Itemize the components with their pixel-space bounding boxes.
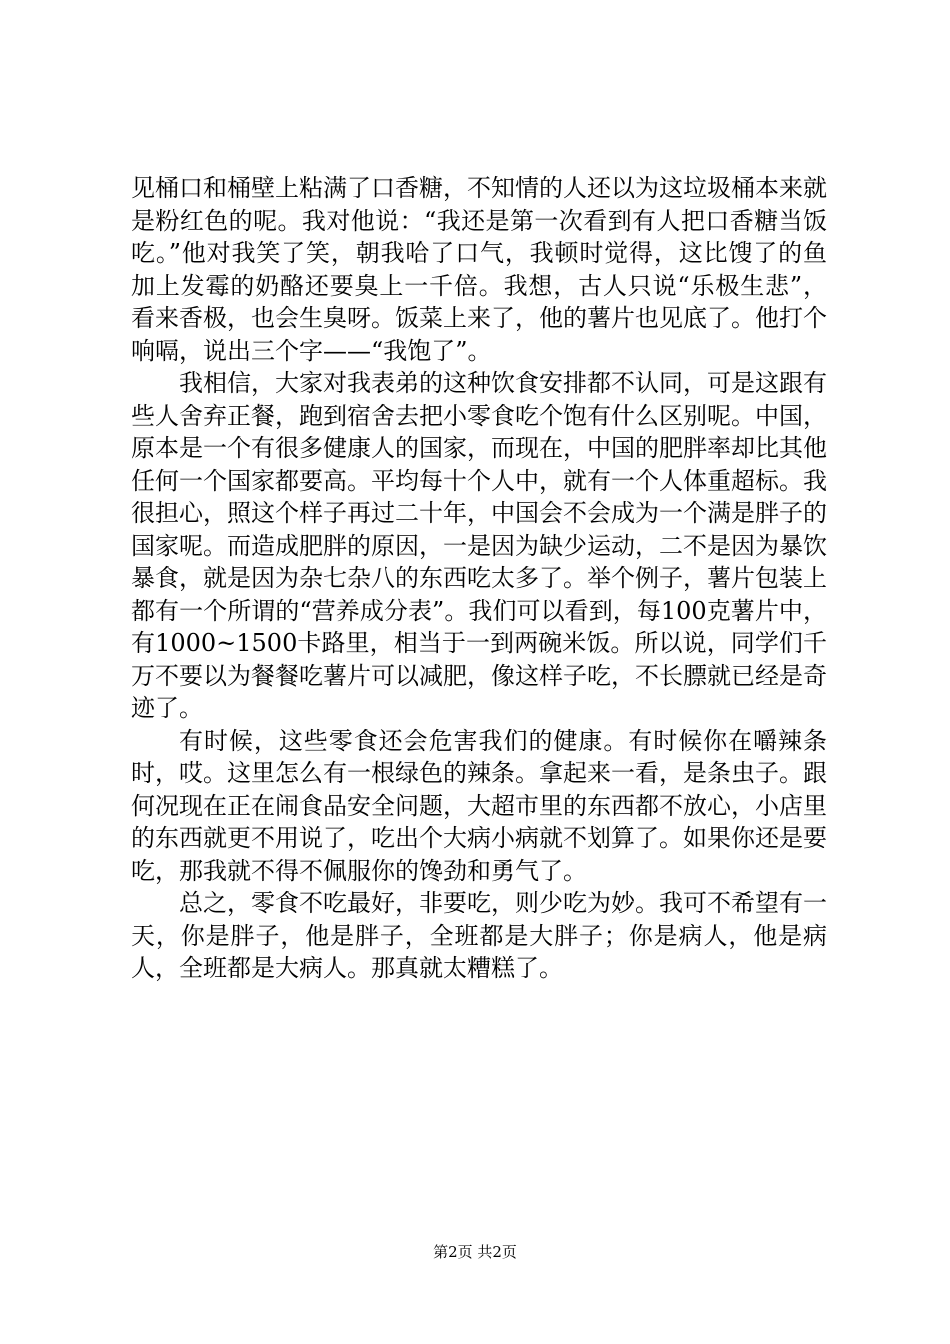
paragraph-2: 我相信，大家对我表弟的这种饮食安排都不认同，可是这跟有些人舍弃正餐，跑到宿舍去把小零食吃个饱有什么区别呢。中国，原本是一个有很多健康人的国家，而现在，中国的肥胖率却比其他任何一个国家都要高。平均每十个人中，就有一个人体重超标。我很担心，照这个样子再过二十年，中国会不会成为一个满是胖子的国家呢。而造成肥胖的原因，一是因为缺少运动，二不是因为暴饮暴食，就是因为杂七杂八的东西吃太多了。举个例子，薯片包装上都有一个所谓的“营养成分表”。我们可以看到，每100克薯片中，有1000~1500卡路里，相当于一到两碗米饭。所以说，同学们千万不要以为餐餐吃薯片可以减肥，像这样子吃，不长膘就已经是奇迹了。 (131, 369, 827, 722)
paragraph-1: 见桶口和桶壁上粘满了口香糖，不知情的人还以为这垃圾桶本来就是粉红色的呢。我对他说：“我还是第一次看到有人把口香糖当饭吃。”他对我笑了笑，朝我哈了口气，我顿时觉得，这比馊了的鱼加上发霉的奶酪还要臭上一千倍。我想，古人只说“乐极生悲”，看来香极，也会生臭呀。饭菜上来了，他的薯片也见底了。他打个响嗝，说出三个字——“我饱了”。 (131, 174, 827, 365)
paragraph-4: 总之，零食不吃最好，非要吃，则少吃为妙。我可不希望有一天，你是胖子，他是胖子，全班都是大胖子；你是病人，他是病人，全班都是大病人。那真就太糟糕了。 (131, 889, 827, 982)
paragraph-3: 有时候，这些零食还会危害我们的健康。有时候你在嚼辣条时，哎。这里怎么有一根绿色的辣条。拿起来一看，是条虫子。跟何况现在正在闹食品安全问题，大超市里的东西都不放心，小店里的东西就更不用说了，吃出个大病小病就不划算了。如果你还是要吃，那我就不得不佩服你的馋劲和勇气了。 (131, 726, 827, 885)
body-text (131, 172, 827, 985)
page-number-footer: 第2页 共2页 (433, 1243, 517, 1261)
